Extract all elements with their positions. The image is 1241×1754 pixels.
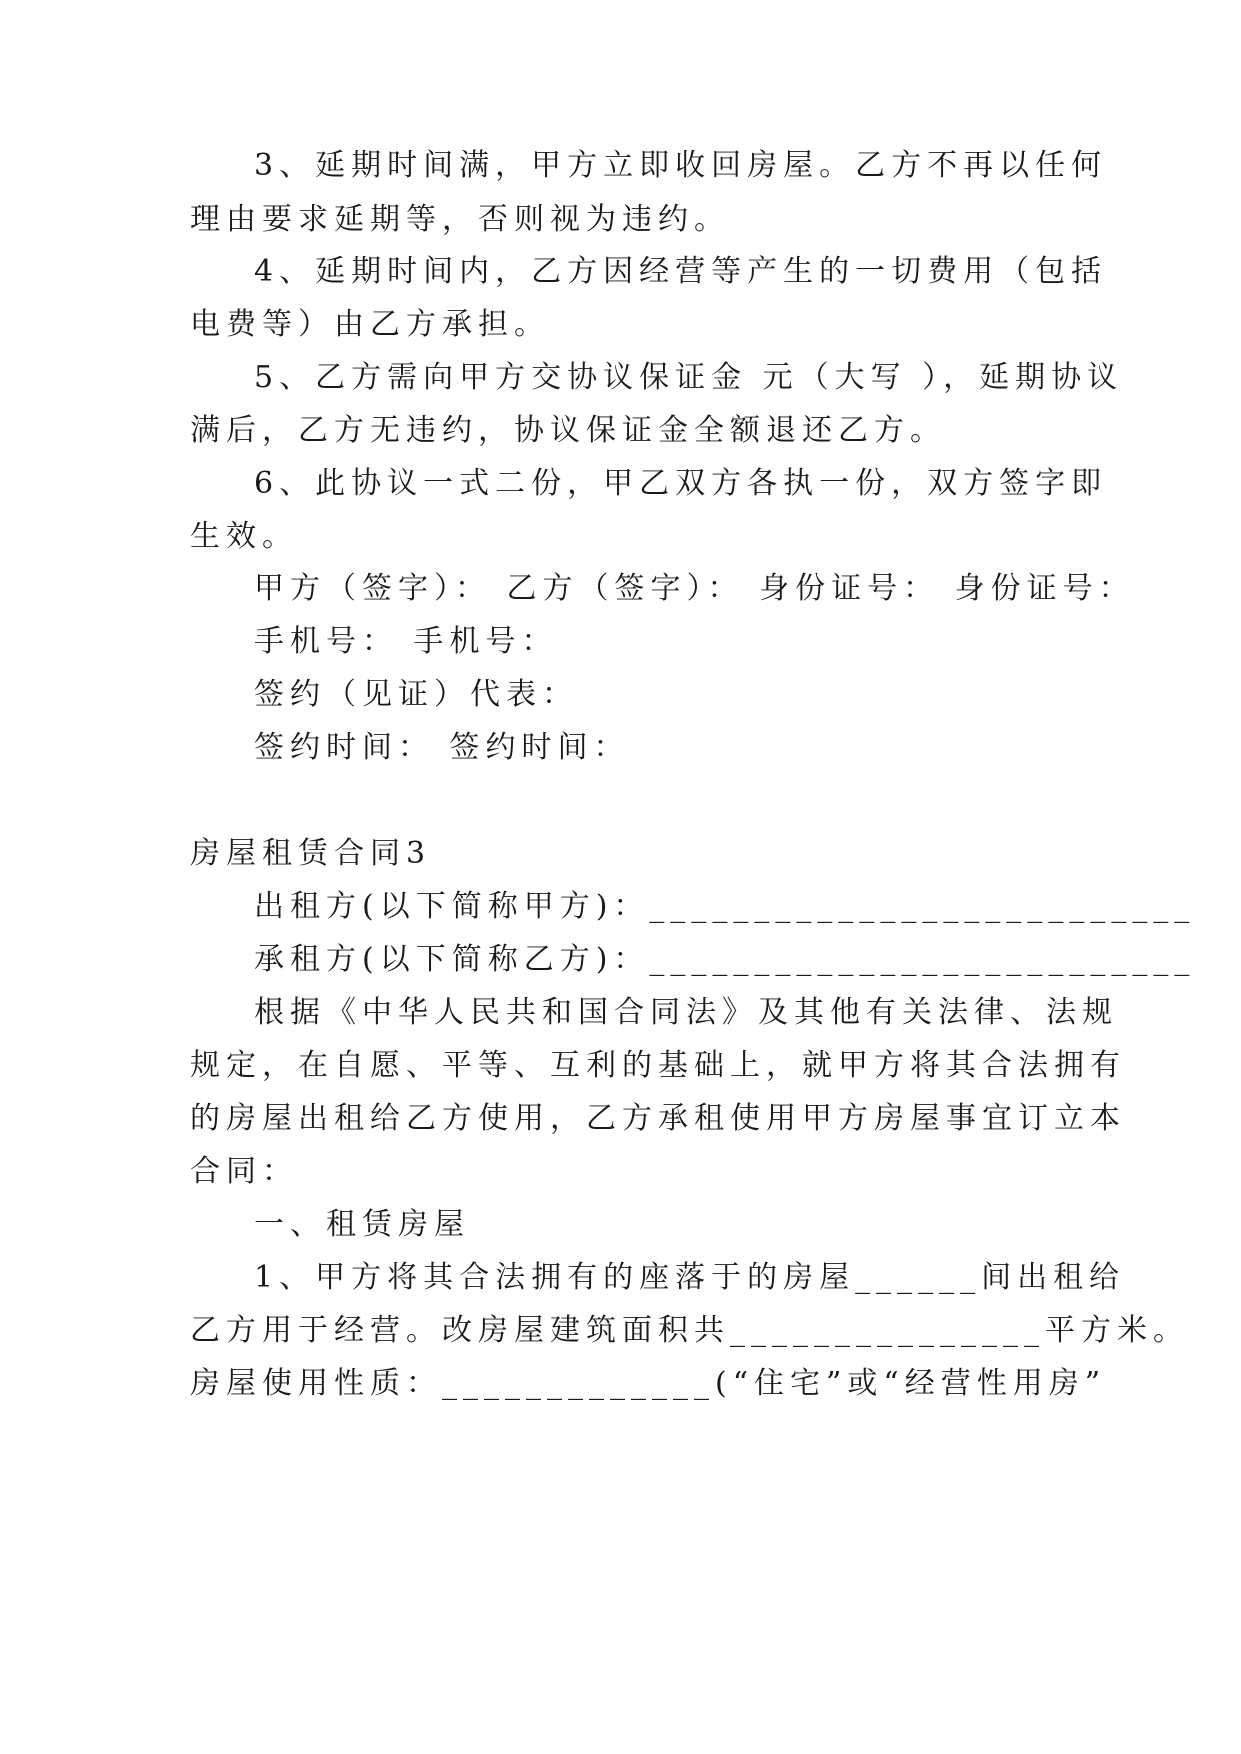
paragraph-4-line-2: 电费等）由乙方承担。 — [190, 307, 550, 342]
preamble-line-2: 规定，在自愿、平等、互利的基础上，就甲方将其合法拥有 — [190, 1048, 1126, 1083]
preamble-line-3: 的房屋出租给乙方使用，乙方承租使用甲方房屋事宜订立本 — [190, 1101, 1126, 1136]
lessor-line: 出租方(以下简称甲方)：__________________________ — [254, 889, 1196, 924]
clause-1-line-3: 房屋使用性质：_____________(“住宅”或“经营性用房” — [190, 1366, 1107, 1401]
lessee-line: 承租方(以下简称乙方)：__________________________ — [254, 942, 1196, 977]
paragraph-4-line-1: 4、延期时间内，乙方因经营等产生的一切费用（包括 — [254, 254, 1108, 289]
preamble-line-1: 根据《中华人民共和国合同法》及其他有关法律、法规 — [254, 995, 1118, 1030]
paragraph-6-line-1: 6、此协议一式二份，甲乙双方各执一份，双方签字即 — [254, 466, 1108, 501]
witness-line: 签约（见证）代表： — [254, 677, 578, 712]
paragraph-3-line-2: 理由要求延期等，否则视为违约。 — [190, 202, 730, 237]
paragraph-5-line-1: 5、乙方需向甲方交协议保证金 元（大写 ），延期协议 — [254, 360, 1124, 395]
paragraph-6-line-2: 生效。 — [190, 519, 298, 554]
signature-parties-line: 甲方（签字）： 乙方（签字）： 身份证号： 身份证号： — [254, 571, 1135, 606]
clause-1-line-2: 乙方用于经营。改房屋建筑面积共_______________平方米。 — [190, 1313, 1189, 1348]
clause-1-line-1: 1、甲方将其合法拥有的座落于的房屋______间出租给 — [254, 1260, 1126, 1295]
paragraph-5-line-2: 满后，乙方无违约，协议保证金全额退还乙方。 — [190, 413, 946, 448]
paragraph-3-line-1: 3、延期时间满，甲方立即收回房屋。乙方不再以任何 — [254, 148, 1108, 183]
contract-title: 房屋租赁合同3 — [190, 836, 432, 871]
phone-line: 手机号： 手机号： — [254, 624, 558, 659]
section-1-heading: 一、租赁房屋 — [254, 1207, 470, 1242]
preamble-line-4: 合同： — [190, 1154, 298, 1189]
signing-date-line: 签约时间： 签约时间： — [254, 730, 630, 765]
